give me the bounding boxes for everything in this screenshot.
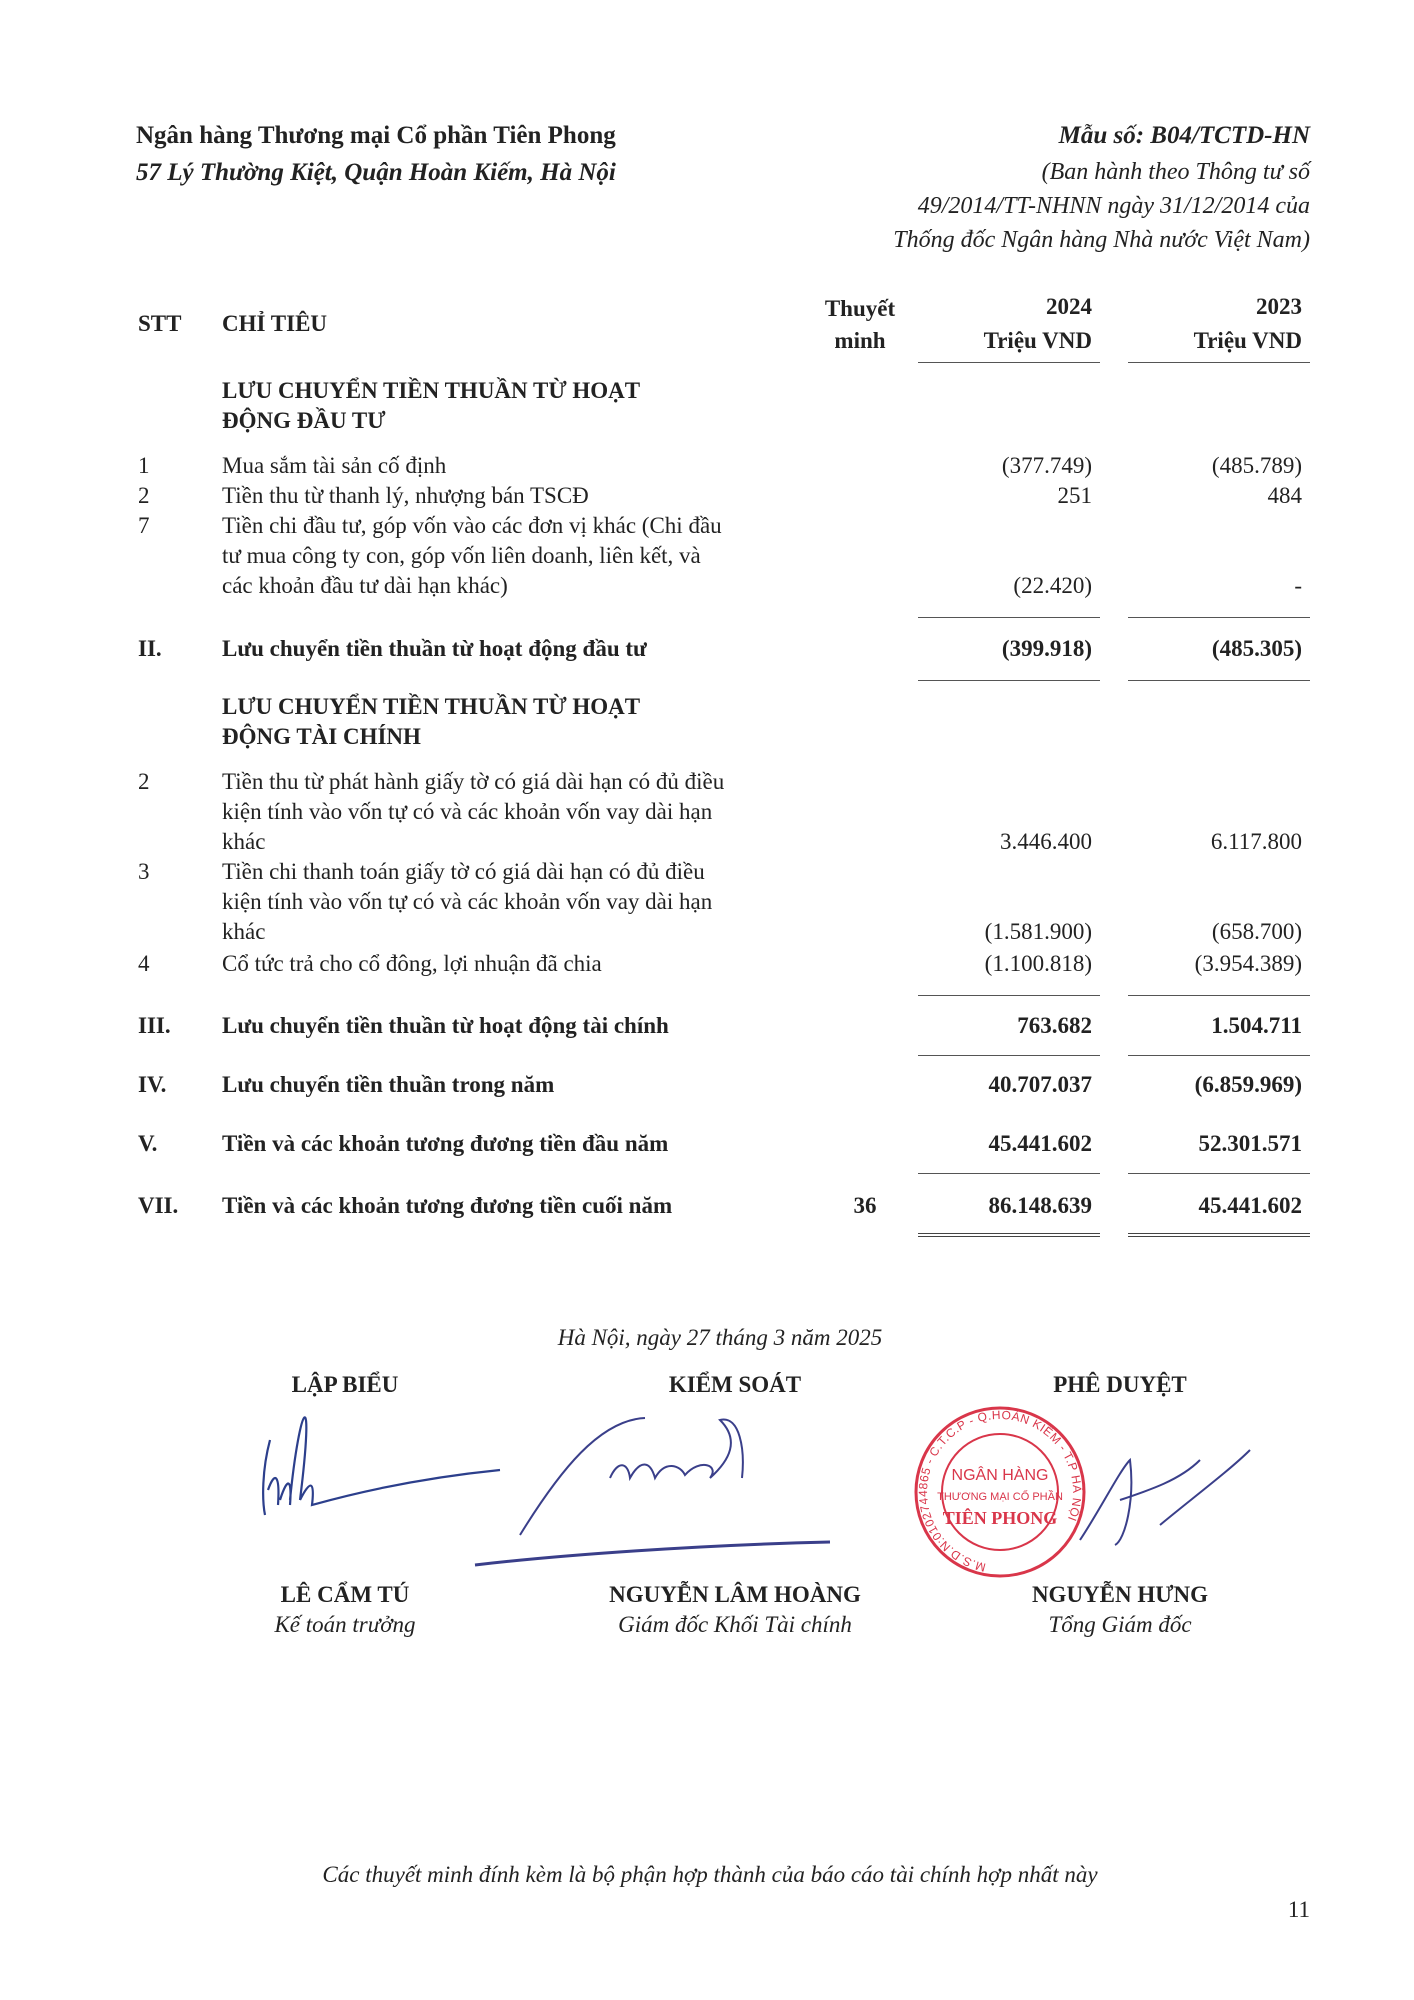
row-value-2024: 3.446.400 [1000, 829, 1092, 854]
role-prepared: LẬP BIỂU [291, 1372, 399, 1397]
signer-title-3: Tổng Giám đốc [1048, 1612, 1192, 1637]
signature-nguyen-lam-hoang [475, 1418, 830, 1565]
issued-line-1: (Ban hành theo Thông tư số [1041, 159, 1310, 185]
row-value-2024: (1.581.900) [984, 919, 1092, 944]
stamp-line-1: NGÂN HÀNG [951, 1467, 1049, 1484]
signer-name-1: LÊ CẨM TÚ [280, 1582, 410, 1607]
signature-le-cam-tu [263, 1417, 500, 1515]
role-approved: PHÊ DUYỆT [1053, 1372, 1187, 1397]
signature-nguyen-hung [1080, 1450, 1250, 1545]
row-value-2024: (399.918) [1001, 636, 1092, 661]
signer-name-2: NGUYỄN LÂM HOÀNG [609, 1582, 861, 1607]
row-label-line-3: khác [222, 919, 266, 944]
rule-2023 [1128, 1173, 1310, 1174]
row-value-2024: 763.682 [1017, 1013, 1092, 1038]
page-number: 11 [1287, 1897, 1310, 1922]
header-rule-2023 [1128, 362, 1310, 363]
col-2023-year: 2023 [1256, 294, 1302, 319]
col-item-header: CHỈ TIÊU [222, 311, 328, 336]
signer-title-2: Giám đốc Khối Tài chính [618, 1612, 852, 1637]
company-stamp [916, 1408, 1085, 1576]
form-number: Mẫu số: B04/TCTD-HN [1058, 122, 1310, 149]
row-label: Cổ tức trả cho cổ đông, lợi nhuận đã chia [222, 951, 602, 976]
row-value-2023: 45.441.602 [1198, 1193, 1302, 1218]
row-stt: III. [138, 1013, 171, 1038]
row-stt: IV. [138, 1072, 167, 1097]
row-label: Tiền thu từ thanh lý, nhượng bán TSCĐ [222, 483, 589, 508]
row-value-2023: 6.117.800 [1210, 829, 1302, 854]
row-value-2024: (22.420) [1013, 573, 1092, 598]
double-rule-2023 [1128, 1233, 1310, 1237]
row-stt: V. [138, 1131, 158, 1156]
row-label-line-1: Tiền chi đầu tư, góp vốn vào các đơn vị khác (Chi đầu [222, 513, 722, 538]
section-investing-title-1: LƯU CHUYỂN TIỀN THUẦN TỪ HOẠT [222, 378, 641, 403]
issued-line-3: Thống đốc Ngân hàng Nhà nước Việt Nam) [893, 227, 1310, 253]
stamp-line-3: TIÊN PHONG [942, 1508, 1058, 1528]
total-rule-2024 [918, 1055, 1100, 1056]
subtotal-rule-2024 [918, 995, 1100, 996]
col-2024-year: 2024 [1046, 294, 1092, 319]
row-value-2023: (6.859.969) [1194, 1072, 1302, 1097]
row-label: Lưu chuyển tiền thuần từ hoạt động đầu tư [222, 636, 647, 661]
row-stt: VII. [138, 1193, 179, 1218]
row-label: Mua sắm tài sản cố định [222, 453, 447, 478]
col-2024-unit: Triệu VND [983, 328, 1092, 353]
total-rule-2023 [1128, 680, 1310, 681]
header-rule-2024 [918, 362, 1100, 363]
row-value-2023: 52.301.571 [1198, 1131, 1302, 1156]
row-value-2024: (377.749) [1001, 453, 1092, 478]
subtotal-rule-2023 [1128, 995, 1310, 996]
rule-2024 [918, 1173, 1100, 1174]
row-value-2024: 86.148.639 [988, 1193, 1092, 1218]
row-stt: 1 [138, 453, 150, 478]
row-label-line-3: khác [222, 829, 266, 854]
total-rule-2023 [1128, 1055, 1310, 1056]
col-note-header-1: Thuyết [824, 296, 896, 321]
row-label: Lưu chuyển tiền thuần trong năm [222, 1072, 555, 1097]
row-value-2023: (658.700) [1211, 919, 1302, 944]
row-label-line-2: tư mua công ty con, góp vốn liên doanh, liên kết, và [222, 543, 701, 568]
row-value-2024: 40.707.037 [988, 1072, 1092, 1097]
bank-name: Ngân hàng Thương mại Cổ phần Tiên Phong [136, 122, 616, 149]
row-stt: 4 [138, 951, 150, 976]
row-label-line-3: các khoản đầu tư dài hạn khác) [222, 573, 508, 598]
row-label: Tiền và các khoản tương đương tiền cuối năm [222, 1193, 673, 1218]
row-value-2023: 1.504.711 [1211, 1013, 1302, 1038]
row-label-line-2: kiện tính vào vốn tự có và các khoản vốn vay dài hạn [222, 889, 713, 914]
row-label-line-1: Tiền thu từ phát hành giấy tờ có giá dài hạn có đủ điều [222, 769, 725, 794]
section-financing-title-2: ĐỘNG TÀI CHÍNH [222, 724, 421, 749]
section-investing-title-2: ĐỘNG ĐẦU TƯ [222, 408, 386, 433]
place-date: Hà Nội, ngày 27 tháng 3 năm 2025 [557, 1325, 883, 1350]
row-stt: II. [138, 636, 162, 661]
double-rule-2024 [918, 1233, 1100, 1237]
row-stt: 7 [138, 513, 150, 538]
row-value-2023: (3.954.389) [1194, 951, 1302, 976]
stamp-ring-text: M.S.D.N:0102744865 - C.T.C.P - Q.HOÀN KIẾM - T.P HÀ NỘI [915, 1407, 1085, 1575]
row-value-2024: 45.441.602 [988, 1131, 1092, 1156]
bank-address: 57 Lý Thường Kiệt, Quận Hoàn Kiếm, Hà Nội [136, 159, 616, 186]
row-value-2024: 251 [1057, 483, 1092, 508]
col-2023-unit: Triệu VND [1193, 328, 1302, 353]
total-rule-2024 [918, 680, 1100, 681]
footer-note: Các thuyết minh đính kèm là bộ phận hợp thành của báo cáo tài chính hợp nhất này [322, 1862, 1098, 1887]
col-stt-header: STT [138, 311, 182, 336]
row-stt: 2 [138, 483, 150, 508]
subtotal-rule-2023 [1128, 617, 1310, 618]
row-value-2024: (1.100.818) [984, 951, 1092, 976]
issued-line-2: 49/2014/TT-NHNN ngày 31/12/2014 của [917, 193, 1310, 219]
row-label-line-2: kiện tính vào vốn tự có và các khoản vốn vay dài hạn [222, 799, 713, 824]
signer-name-3: NGUYỄN HƯNG [1031, 1582, 1209, 1607]
signer-title-1: Kế toán trưởng [274, 1612, 416, 1637]
row-note: 36 [853, 1193, 877, 1218]
row-value-2023: - [1294, 573, 1302, 598]
row-stt: 2 [138, 769, 150, 794]
row-stt: 3 [138, 859, 150, 884]
row-label: Lưu chuyển tiền thuần từ hoạt động tài chính [222, 1013, 669, 1038]
row-label-line-1: Tiền chi thanh toán giấy tờ có giá dài hạn có đủ điều [222, 859, 705, 884]
row-value-2023: 484 [1267, 483, 1302, 508]
role-controlled: KIỂM SOÁT [668, 1372, 802, 1397]
row-label: Tiền và các khoản tương đương tiền đầu năm [222, 1131, 669, 1156]
col-note-header-2: minh [834, 328, 886, 353]
section-financing-title-1: LƯU CHUYỂN TIỀN THUẦN TỪ HOẠT [222, 694, 641, 719]
row-value-2023: (485.305) [1211, 636, 1302, 661]
row-value-2023: (485.789) [1211, 453, 1302, 478]
subtotal-rule-2024 [918, 617, 1100, 618]
stamp-line-2: THƯƠNG MẠI CỔ PHẦN [937, 1491, 1063, 1503]
